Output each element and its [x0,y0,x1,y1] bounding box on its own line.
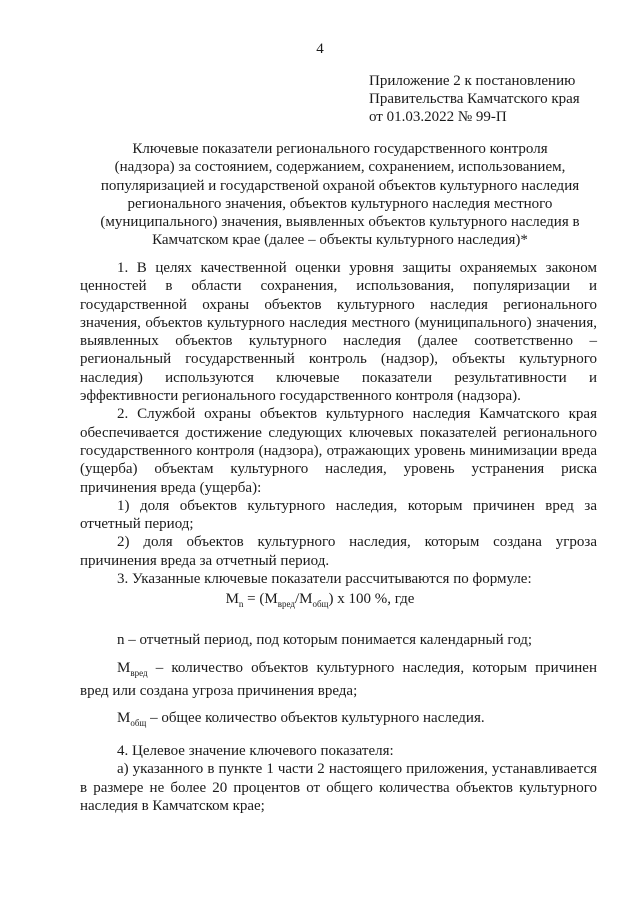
definition-m-obsh [80,709,597,732]
formula-sub-vred: вред [277,599,295,609]
formula-slash: /М [294,591,313,607]
paragraph-2: 2. Службой охраны объектов культурного наследия Камчатского края обеспечивается достижение следующих ключевых показателей регионального государственного контроля (надзора), отражающих уровень минимизации вреда (ущерба) объектам культурного наследия, уровень устранения риска причинения вреда (ущерба): [80,406,597,496]
definition-m-obsh-text [80,709,597,732]
definition-m-vred [80,659,597,701]
formula-rest: ) x 100 %, где [328,591,415,607]
appendix-line: Приложение 2 к постановлению [369,73,576,89]
paragraph-3: 3. Указанные ключевые показатели рассчитываются по формуле: [117,571,532,588]
definition-m-vred-text [80,659,597,701]
formula-sub-n: n [238,599,244,609]
body-text [80,259,597,588]
paragraph-2-item-1: 1) доля объектов культурного наследия, которым причинен вред за отчетный период; [80,497,597,533]
appendix-line: Правительства Камчатского края [369,91,580,107]
paragraph-4-item-a: а) указанного в пункте 1 части 2 настоящего приложения, устанавливается в размере не более 20 процентов от общего количества объектов культурного наследия в Камчатском крае; [80,761,597,814]
def-m: М [117,660,131,676]
paragraph-1: 1. В целях качественной оценки уровня защиты охраняемых законом ценностей в области сохранения, использования, популяризации и государственной охраны объектов культурного наследия регионального значения, объектов культурного наследия местного (муниципального) значения, выявленных объектов культурного наследия (далее соответственно – региональный государственный контроль (надзор), объекты культурного наследия) используются ключевые показатели результативности и эффективности регионального государственного контроля (надзора). [80,260,597,405]
title-line: регионального значения, объектов культурного наследия местного [127,195,553,212]
page-number: 4 [316,41,324,57]
def-sub-vred: вред [130,668,148,678]
title-line: (надзора) за состоянием, содержанием, сохранением, использованием, [114,159,566,176]
document-title [80,140,600,250]
def-vred-text: – количество объектов культурного наследия, которым причинен вред или создана угроза причинения вреда; [80,660,597,700]
definition-n-text: n – отчетный период, под которым понимается календарный год; [117,632,533,648]
def-sub-obsh: общ [130,718,147,728]
paragraph-4: 4. Целевое значение ключевого показателя: [117,743,394,759]
title-line: Ключевые показатели регионального государственного контроля [132,141,548,157]
appendix-reference [369,72,580,126]
formula-m: М [225,591,239,607]
def-m2: М [117,710,131,726]
definition-n [80,631,597,649]
appendix-line: от 01.03.2022 № 99-П [369,109,507,125]
formula-eq: = (М [243,591,278,607]
title-line: (муниципального) значения, выявленных объектов культурного наследия в [100,214,580,231]
title-line: Камчатском крае (далее – объекты культурного наследия)* [152,232,528,249]
formula-sub-obsh: общ [312,599,329,609]
title-line: популяризацией и государственой охраной объектов культурного наследия [100,177,580,194]
formula [0,590,640,613]
paragraph-2-item-2: 2) доля объектов культурного наследия, которым создана угроза причинения вреда за отчетный период. [80,534,597,569]
section-4 [80,742,597,815]
def-obsh-text: – общее количество объектов культурного наследия. [146,710,485,726]
